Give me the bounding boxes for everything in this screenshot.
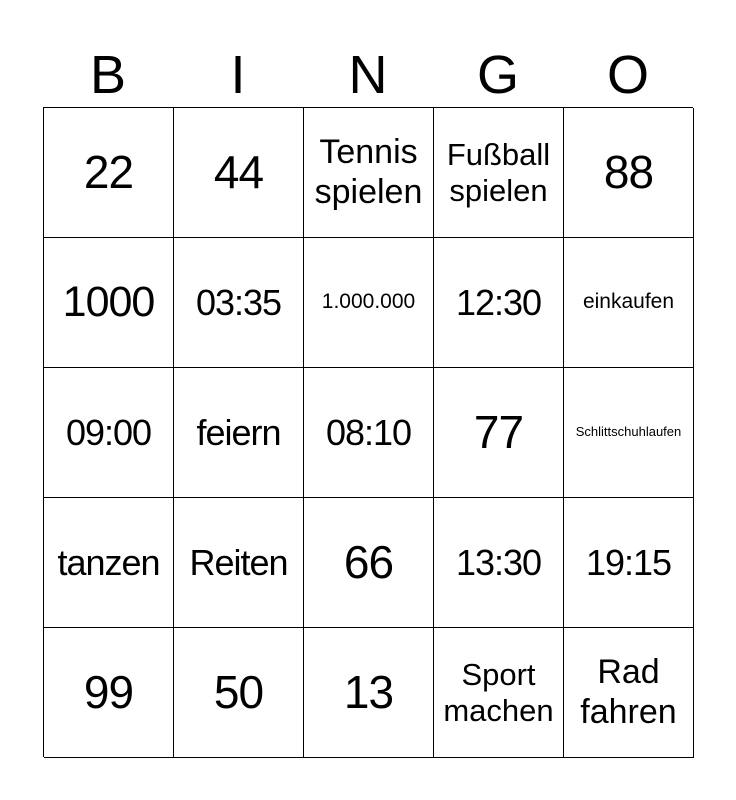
bingo-cell[interactable]: 13:30 [434,498,564,628]
bingo-cell[interactable]: feiern [174,368,304,498]
header-letter-o: O [606,45,649,105]
header-letter-i: I [230,45,246,105]
bingo-cell[interactable]: Schlittschuhlaufen [564,368,694,498]
header-letter-g: G [476,45,519,105]
bingo-cell[interactable]: Fußball spielen [434,108,564,238]
bingo-cell[interactable]: 1.000.000 [304,238,434,368]
bingo-cell[interactable]: 08:10 [304,368,434,498]
bingo-cell[interactable]: 99 [44,628,174,758]
bingo-cell[interactable]: tanzen [44,498,174,628]
header-letter-n: N [348,45,388,105]
bingo-cell[interactable]: 22 [44,108,174,238]
bingo-cell[interactable]: Sport machen [434,628,564,758]
bingo-cell[interactable]: 50 [174,628,304,758]
bingo-cell[interactable]: 66 [304,498,434,628]
bingo-cell[interactable]: 13 [304,628,434,758]
bingo-cell[interactable]: 44 [174,108,304,238]
bingo-cell[interactable]: 88 [564,108,694,238]
bingo-header [43,42,693,108]
bingo-cell[interactable]: 12:30 [434,238,564,368]
bingo-cell[interactable]: 1000 [44,238,174,368]
header-letter-b: B [89,45,127,105]
bingo-cell[interactable]: Rad fahren [564,628,694,758]
bingo-cell[interactable]: Tennis spielen [304,108,434,238]
bingo-card [43,107,693,757]
bingo-cell[interactable]: 77 [434,368,564,498]
bingo-cell[interactable]: 09:00 [44,368,174,498]
bingo-cell[interactable]: 19:15 [564,498,694,628]
bingo-cell[interactable]: Reiten [174,498,304,628]
bingo-cell[interactable]: 03:35 [174,238,304,368]
bingo-cell[interactable]: einkaufen [564,238,694,368]
